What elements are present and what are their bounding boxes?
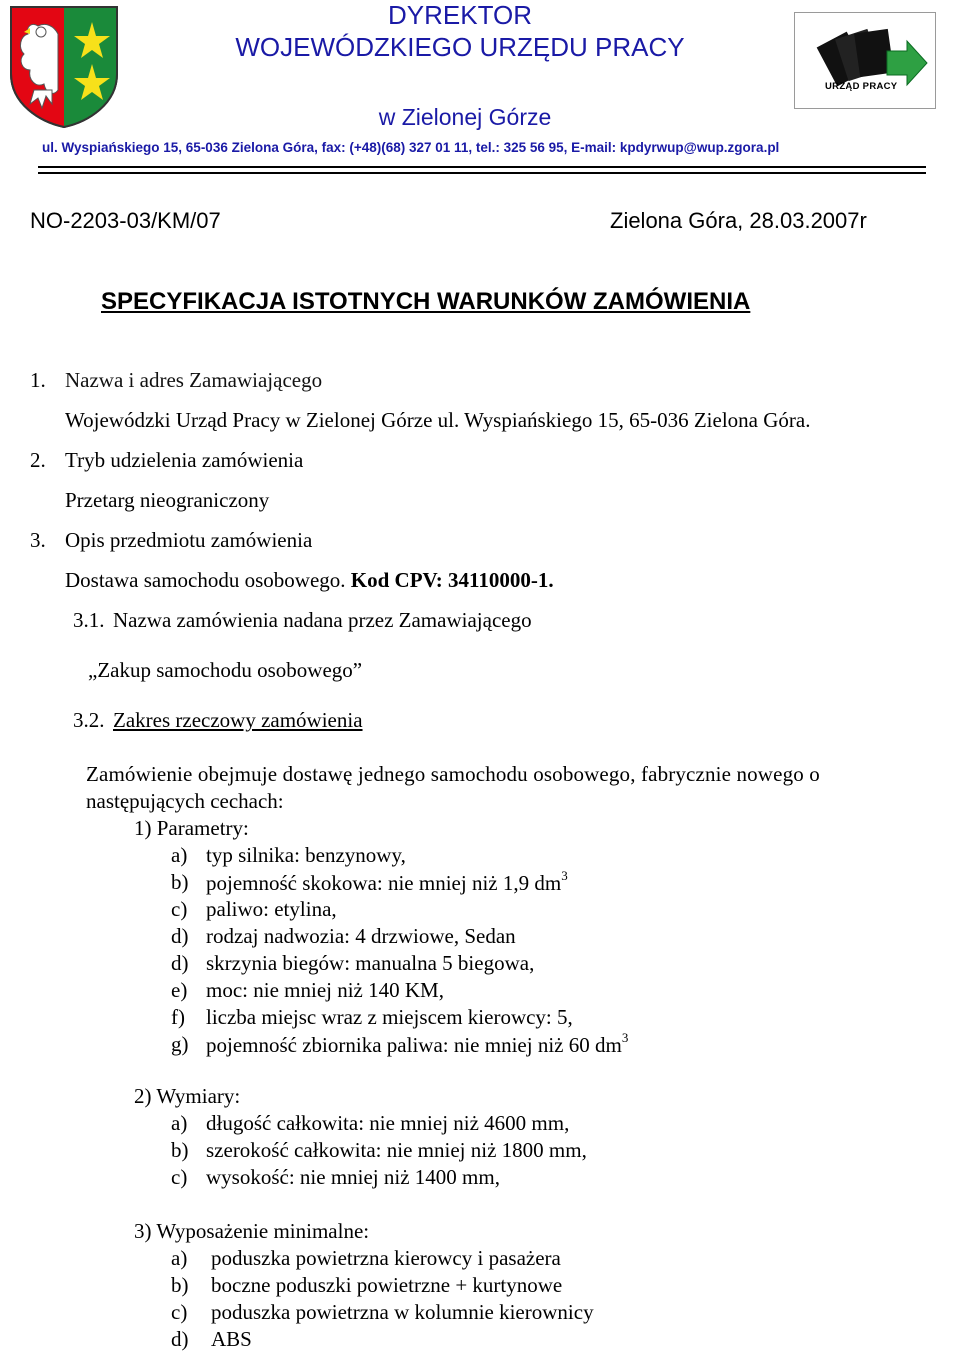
param-item (206, 1032, 628, 1058)
equipment-item-text: poduszka powietrzna kierowcy i pasażera (211, 1246, 561, 1270)
header-rule-bottom (38, 172, 926, 174)
param-marker: c) (171, 897, 188, 921)
params-label: 1) Parametry: (134, 816, 249, 840)
header-title-line1: DYREKTOR (388, 0, 532, 30)
param-item (206, 897, 337, 922)
section-2-title: Tryb udzielenia zamówienia (65, 448, 304, 472)
section-2-number: 2. (30, 448, 46, 472)
dimension-marker: b) (171, 1138, 189, 1162)
param-marker: d) (171, 924, 189, 948)
param-item (206, 870, 568, 896)
header-title-line3: w Zielonej Górze (378, 104, 552, 130)
param-marker: g) (171, 1032, 189, 1056)
param-item-text: typ silnika: benzynowy, (206, 843, 406, 867)
equipment-marker: a) (171, 1246, 188, 1270)
param-marker: b) (171, 870, 189, 894)
dimension-item-text: długość całkowita: nie mniej niż 4600 mm, (206, 1111, 570, 1135)
param-marker: d) (171, 951, 189, 975)
param-item-superscript: 3 (621, 1030, 629, 1045)
equipment-item (211, 1300, 594, 1325)
param-item (206, 1005, 573, 1030)
param-item-text: skrzynia biegów: manualna 5 biegowa, (206, 951, 535, 975)
dimension-marker: a) (171, 1111, 188, 1135)
equip-label: 3) Wyposażenie minimalne: (134, 1219, 370, 1243)
param-item-superscript: 3 (561, 868, 568, 883)
section-3-1-number: 3.1. (73, 608, 105, 632)
section-3-1-title: Nazwa zamówienia nadana przez Zamawiającego (113, 608, 532, 632)
dimension-item (206, 1111, 569, 1136)
dimension-marker: c) (171, 1165, 188, 1189)
dimension-item-text: wysokość: nie mniej niż 1400 mm, (206, 1165, 500, 1189)
section-3-number: 3. (30, 528, 46, 552)
equipment-item-text: poduszka powietrzna w kolumnie kierownicy (211, 1300, 594, 1324)
header-address: ul. Wyspiańskiego 15, 65-036 Zielona Góra, fax: (+48)(68) 327 01 11, tel.: 325 56 95, E-mail: kpdyrwup@wup.zgora.pl (42, 140, 780, 155)
logo-cards-icon (817, 29, 894, 87)
equipment-marker: b) (171, 1273, 189, 1297)
section-3-2-intro-line2: następujących cechach: (86, 789, 284, 813)
param-item (206, 951, 534, 976)
document-title: SPECYFIKACJA ISTOTNYCH WARUNKÓW ZAMÓWIENIA (101, 288, 751, 315)
header-title-line2: WOJEWÓDZKIEGO URZĘDU PRACY (235, 32, 685, 62)
param-item-text: pojemność zbiornika paliwa: nie mniej niż 60 dm (206, 1033, 622, 1057)
section-3-text (65, 568, 554, 593)
cpv-code: Kod CPV: 34110000-1. (350, 568, 554, 592)
equipment-marker: d) (171, 1327, 189, 1351)
equipment-item-text: ABS (211, 1327, 252, 1351)
param-item-text: pojemność skokowa: nie mniej niż 1,9 dm (206, 871, 562, 895)
section-2-text: Przetarg nieograniczony (65, 488, 270, 512)
section-3-description: Dostawa samochodu osobowego. (65, 568, 346, 592)
section-3-1-text: „Zakup samochodu osobowego” (88, 658, 363, 682)
reference-number: NO-2203-03/KM/07 (30, 208, 221, 233)
param-item (206, 924, 516, 949)
param-item-text: rodzaj nadwozia: 4 drzwiowe, Sedan (206, 924, 516, 948)
equipment-item (211, 1327, 252, 1352)
logo-arrow-icon (887, 41, 927, 85)
equipment-item-text: boczne poduszki powietrzne + kurtynowe (211, 1273, 563, 1297)
section-1-number: 1. (30, 368, 46, 392)
header-rule-top (38, 166, 926, 168)
equipment-item (211, 1273, 562, 1298)
param-item-text: liczba miejsc wraz z miejscem kierowcy: 5, (206, 1005, 573, 1029)
section-1-title: Nazwa i adres Zamawiającego (65, 368, 323, 392)
equipment-item (211, 1246, 561, 1271)
param-item-text: moc: nie mniej niż 140 KM, (206, 978, 444, 1002)
param-marker: f) (171, 1005, 185, 1029)
dimension-item (206, 1165, 500, 1190)
dimension-item (206, 1138, 587, 1163)
param-item-text: paliwo: etylina, (206, 897, 337, 921)
param-item (206, 978, 444, 1003)
place-and-date: Zielona Góra, 28.03.2007r (610, 208, 867, 233)
param-marker: a) (171, 843, 188, 867)
param-marker: e) (171, 978, 188, 1002)
param-item (206, 843, 406, 868)
dimension-item-text: szerokość całkowita: nie mniej niż 1800 mm, (206, 1138, 587, 1162)
equipment-marker: c) (171, 1300, 188, 1324)
logo-text: URZĄD PRACY (825, 81, 898, 92)
section-3-title: Opis przedmiotu zamówienia (65, 528, 313, 552)
section-3-2-intro-line1: Zamówienie obejmuje dostawę jednego samochodu osobowego, fabrycznie nowego o (86, 762, 820, 786)
urzad-pracy-logo (794, 12, 936, 109)
section-3-2-number: 3.2. (73, 708, 105, 732)
section-1-text: Wojewódzki Urząd Pracy w Zielonej Górze ul. Wyspiańskiego 15, 65-036 Zielona Góra. (65, 408, 811, 432)
section-3-2-title: Zakres rzeczowy zamówienia (113, 708, 363, 732)
dims-label: 2) Wymiary: (134, 1084, 241, 1108)
